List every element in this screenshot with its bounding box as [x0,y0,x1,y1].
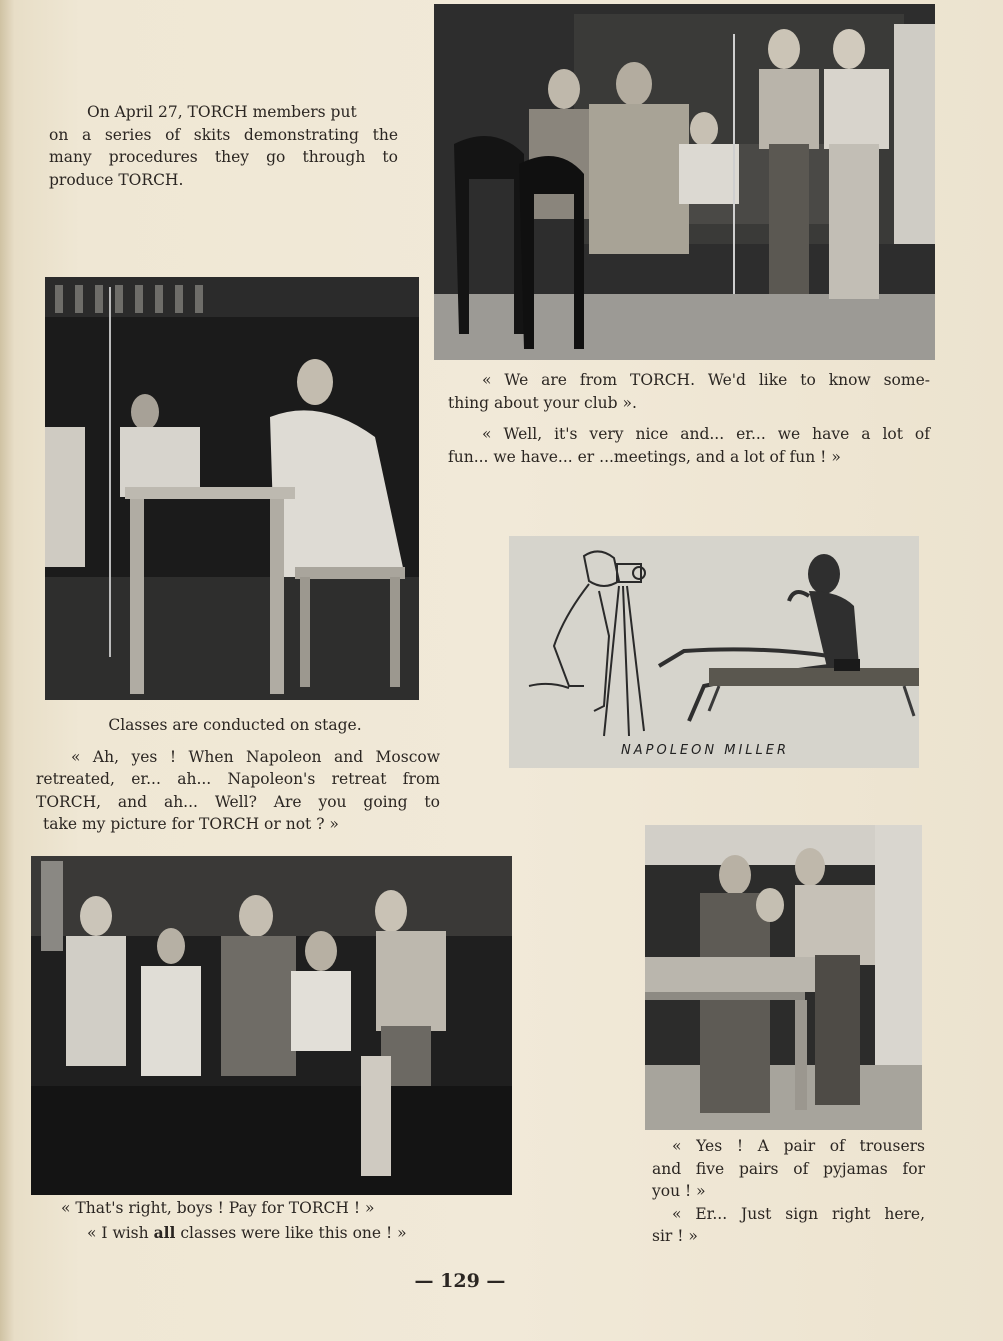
intro-line: many procedures they go through to [49,148,398,166]
intro-line: On April 27, TORCH members put [87,103,357,121]
caption-line: « Well, it's very nice and... er... we have a lot of [482,425,930,443]
pay-quote-pre: « I wish [87,1223,154,1242]
sign-quote-line: « Er... Just sign right here, [672,1204,925,1223]
napoleon-quote-line: retreated, er... ah... Napoleon's retreat from [36,770,440,788]
pay-quote-bold: all [153,1222,176,1242]
napoleon-quote-line: TORCH, and ah... Well? Are you going to [36,792,440,811]
intro-line: produce TORCH. [49,170,184,189]
intro-line: on a series of skits demonstrating the [49,125,398,144]
caption-line: thing about your club ». [448,393,637,412]
napoleon-quote-line: « Ah, yes ! When Napoleon and Moscow [71,747,440,766]
photo-interview [434,4,935,360]
pay-quote-line [57,1222,477,1245]
pay-caption-block [57,1197,477,1244]
page-spine-edge [0,0,14,1341]
interview-caption [448,369,930,468]
napoleon-quote-line: take my picture for TORCH or not ? » [43,815,339,833]
classes-caption-block [36,714,440,836]
sketch-signature: NAPOLEON MILLER [621,743,790,758]
pay-quote-line: « That's right, boys ! Pay for TORCH ! » [61,1199,375,1217]
intro-paragraph [49,101,398,191]
sign-quote-line: sir ! » [652,1227,698,1245]
trousers-quote-line: « Yes ! A pair of trousers [672,1137,925,1155]
sketch-napoleon-miller [509,536,919,768]
pay-quote-post: classes were like this one ! » [175,1223,407,1242]
page-number: — 129 — [414,1270,506,1292]
classes-caption: Classes are conducted on stage. [108,716,362,734]
photo-trousers-table [645,825,922,1130]
photo-classroom-stage [45,277,419,700]
photo-pay-for-torch [31,856,512,1195]
trousers-quote-line: and five pairs of pyjamas for [652,1159,925,1178]
trousers-quote-line: you ! » [652,1182,706,1200]
caption-line: fun... we have... er ...meetings, and a lot of fun ! » [448,447,841,466]
trousers-caption-block [652,1135,925,1248]
caption-line: « We are from TORCH. We'd like to know some- [482,371,930,389]
